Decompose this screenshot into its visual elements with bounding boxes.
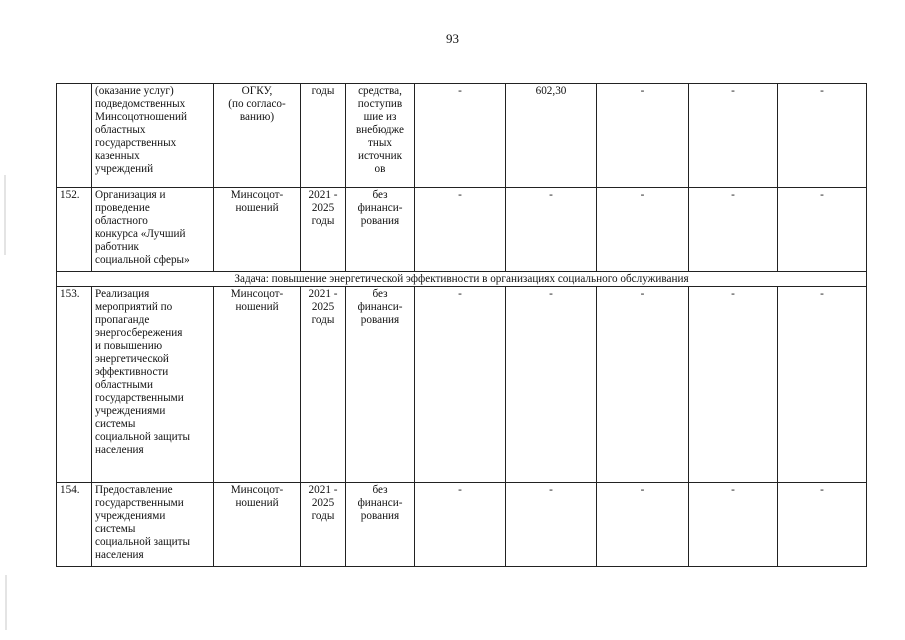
executor-line: Минсоцот- [230, 484, 284, 496]
period-cell [301, 287, 346, 483]
funding-value-2: 602,30 [506, 84, 597, 188]
funding-source-line: средства, [358, 85, 402, 97]
funding-value-1: - [415, 84, 506, 188]
funding-value-4: - [689, 188, 778, 272]
period-line: 2021 - [308, 484, 338, 496]
activity-name-line: областными [95, 379, 153, 391]
funding-source-line: тных [368, 137, 392, 149]
period-line: 2025 [311, 497, 335, 509]
funding-source-line: внебюдже [356, 124, 404, 136]
executor-line: ношений [235, 301, 279, 313]
funding-value-2: - [506, 188, 597, 272]
activity-name-line: пропаганде [95, 314, 150, 326]
activity-name-line: учреждениями [95, 405, 166, 417]
funding-source-line: без [372, 288, 388, 300]
activity-name-line: энергосбережения [95, 327, 183, 339]
funding-value-2: - [506, 483, 597, 567]
executor-line: ОГКУ, [241, 85, 273, 97]
executor-line: Минсоцот- [230, 189, 284, 201]
funding-source-line: финанси- [357, 497, 403, 509]
funding-source-line: финанси- [357, 202, 403, 214]
activity-name-line: учреждений [95, 163, 154, 175]
executor-line: ванию) [239, 111, 275, 123]
funding-value-4: - [689, 84, 778, 188]
activity-name-line: системы [95, 523, 136, 535]
executor-cell [214, 188, 301, 272]
funding-value-5: - [778, 188, 867, 272]
funding-value-3: - [597, 483, 689, 567]
activity-name-line: проведение [95, 202, 150, 214]
activity-name-line: областных [95, 124, 146, 136]
funding-value-1: - [415, 287, 506, 483]
task-heading: Задача: повышение энергетической эффективности в организациях социального обслуживания [57, 272, 867, 287]
activity-name-line: и повышению [95, 340, 163, 352]
period-cell [301, 483, 346, 567]
activity-name-line: подведомственных [95, 98, 186, 110]
period-cell [301, 84, 346, 188]
funding-value-2: - [506, 287, 597, 483]
executor-line: ношений [235, 497, 279, 509]
executor-line: Минсоцот- [230, 288, 284, 300]
table-row [57, 84, 867, 188]
period-line: 2025 [311, 202, 335, 214]
activity-name-line: областного [95, 215, 148, 227]
executor-line: ношений [235, 202, 279, 214]
table-body [57, 84, 867, 567]
funding-value-3: - [597, 287, 689, 483]
funding-source-line: без [372, 484, 388, 496]
activity-name-line: населения [95, 444, 144, 456]
funding-value-4: - [689, 483, 778, 567]
period-line: 2025 [311, 301, 335, 313]
funding-source-cell [346, 483, 415, 567]
funding-value-3: - [597, 188, 689, 272]
activity-name-line: населения [95, 549, 144, 561]
funding-source-line: без [372, 189, 388, 201]
period-line: годы [311, 215, 335, 227]
executor-cell [214, 287, 301, 483]
program-activities-table [56, 83, 867, 567]
activity-name-line: эффективности [95, 366, 169, 378]
table-row [57, 287, 867, 483]
activity-name-line: Организация и [95, 189, 166, 201]
activity-name-line: государственными [95, 392, 184, 404]
funding-source-line: источник [357, 150, 403, 162]
activity-name-line: энергетической [95, 353, 169, 365]
funding-source-line: рования [360, 215, 400, 227]
scan-margin-marks [0, 0, 10, 640]
period-line: годы [311, 85, 335, 97]
row-number: 153. [57, 287, 92, 483]
executor-cell [214, 483, 301, 567]
activity-name-line: работник [95, 241, 139, 253]
table-row [57, 188, 867, 272]
activity-name-line: учреждениями [95, 510, 166, 522]
activity-name-cell [92, 287, 214, 483]
activity-name-cell [92, 188, 214, 272]
period-line: 2021 - [308, 288, 338, 300]
funding-source-line: финанси- [357, 301, 403, 313]
funding-source-line: рования [360, 314, 400, 326]
row-number: 154. [57, 483, 92, 567]
funding-value-5: - [778, 287, 867, 483]
row-number [57, 84, 92, 188]
funding-source-cell [346, 188, 415, 272]
funding-value-1: - [415, 483, 506, 567]
period-cell [301, 188, 346, 272]
activity-name-line: государственных [95, 137, 177, 149]
funding-source-line: рования [360, 510, 400, 522]
period-line: 2021 - [308, 189, 338, 201]
period-line: годы [311, 314, 335, 326]
activity-name-line: социальной защиты [95, 536, 191, 548]
page-number: 93 [446, 31, 459, 46]
funding-source-line: шие из [363, 111, 397, 123]
activity-name-line: социальной защиты [95, 431, 191, 443]
executor-cell [214, 84, 301, 188]
activity-name-line: казенных [95, 150, 140, 162]
funding-source-cell [346, 287, 415, 483]
funding-source-line: поступив [357, 98, 403, 110]
funding-value-4: - [689, 287, 778, 483]
activity-name-line: Минсоцотношений [95, 111, 187, 123]
table-row [57, 483, 867, 567]
task-row [57, 272, 867, 287]
activity-name-line: мероприятий по [95, 301, 173, 313]
funding-source-line: ов [374, 163, 386, 175]
activity-name-cell [92, 84, 214, 188]
activity-name-line: Предоставление [95, 484, 173, 496]
activity-name-line: конкурса «Лучший [95, 228, 186, 240]
executor-line: (по согласо- [228, 98, 286, 110]
funding-value-5: - [778, 84, 867, 188]
activity-name-line: (оказание услуг) [95, 85, 174, 97]
activity-name-line: Реализация [95, 288, 150, 300]
funding-value-3: - [597, 84, 689, 188]
funding-value-5: - [778, 483, 867, 567]
funding-value-1: - [415, 188, 506, 272]
activity-name-line: государственными [95, 497, 184, 509]
row-number: 152. [57, 188, 92, 272]
period-line: годы [311, 510, 335, 522]
activity-name-line: системы [95, 418, 136, 430]
funding-source-cell [346, 84, 415, 188]
activity-name-line: социальной сферы» [95, 254, 190, 266]
activity-name-cell [92, 483, 214, 567]
